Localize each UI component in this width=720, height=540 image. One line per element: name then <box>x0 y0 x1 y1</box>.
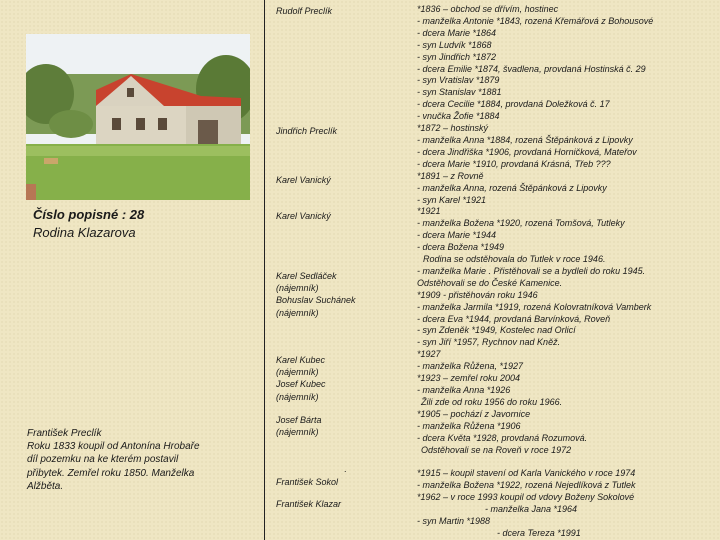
record-line: *1915 – koupil stavení od Karla Vanického v roce 1974 <box>417 468 636 479</box>
history-line: František Preclík <box>27 428 102 439</box>
record-line: - dcera Květa *1928, provdaná Rozumová. <box>417 432 588 443</box>
record-line: - dcera Eva *1944, provdaná Barvínková, Roveň <box>417 313 611 324</box>
owner-name: František Sokol <box>276 477 339 487</box>
history-line: díl pozemku na ke kterém postavil <box>27 454 179 466</box>
record-line: *1872 – hostinský <box>417 123 489 134</box>
record-line: - dcera Božena *1949 <box>417 242 505 253</box>
record-line: - syn Karel *1921 <box>417 194 487 205</box>
record-line: Odstěhovali se na Roveň v roce 1972 <box>421 444 572 455</box>
record-line: - manželka Anna, rozená Štěpánková z Lipovky <box>417 182 607 193</box>
record-line: - dcera Marie *1910, provdaná Krásná, Třeb ??? <box>417 158 611 169</box>
house-photo <box>26 34 250 200</box>
owner-name: František Klazar <box>276 499 342 509</box>
owner-block <box>276 5 332 17</box>
record-line: - dcera Jindřiška *1906, provdaná Horničková, Mateřov <box>417 146 637 157</box>
record-line: - dcera Marie *1864 <box>417 27 497 38</box>
record-line: *1923 – zemřel roku 2004 <box>417 373 521 384</box>
record-line: - vnučka Žofie *1884 <box>417 111 500 122</box>
owner-name: Karel Vanický <box>276 175 331 185</box>
record-line: - manželka Jana *1964 <box>485 504 578 515</box>
owner-name: Karel Sedláček <box>276 271 337 281</box>
owner-block <box>276 174 331 186</box>
owner-block <box>276 125 337 137</box>
record-line: Žili zde od roku 1956 do roku 1966. <box>421 396 563 407</box>
owner-block <box>276 498 341 510</box>
record-line: *1905 – pochází z Javornice <box>417 408 531 419</box>
record-line: *1921 <box>417 206 441 217</box>
owner-name: Josef Bárta <box>276 415 322 425</box>
history-note <box>27 427 252 493</box>
owner-name: Karel Vanický <box>276 211 331 221</box>
owner-role: (nájemník) <box>276 283 319 294</box>
record-line: - manželka Božena *1920, rozená Tomšová, Tutleky <box>417 218 625 229</box>
stray-mark: . <box>344 464 347 474</box>
record-line: - manželka Božena *1922, rozená Nejedlíková z Tutlek <box>417 480 636 491</box>
family-name: Rodina Klazarova <box>33 225 136 240</box>
column-divider <box>264 0 265 540</box>
owner-block <box>276 476 338 488</box>
owner-name: Bohuslav Suchánek <box>276 295 356 306</box>
owner-name: Rudolf Preclík <box>276 6 333 16</box>
record-line: - dcera Emilie *1874, švadlena, provdaná Hostinská č. 29 <box>417 63 646 74</box>
record-line: - manželka Anna *1926 <box>417 385 511 395</box>
record-line: *1927 <box>417 349 441 360</box>
owner-block <box>276 210 331 222</box>
record-line: - manželka Růžena, *1927 <box>417 361 524 372</box>
owner-block <box>276 354 326 403</box>
record-spacer <box>417 456 717 468</box>
record-line: - syn Jiří *1957, Rychnov nad Kněž. <box>417 337 561 348</box>
house-photo-drawing <box>26 34 250 200</box>
record-line: - syn Vratislav *1879 <box>417 75 500 86</box>
record-line: - syn Zdeněk *1949, Kostelec nad Orlicí <box>417 325 576 336</box>
history-line: Roku 1833 koupil od Antonína Hrobaře <box>27 441 200 453</box>
record-line: - dcera Tereza *1991 <box>497 527 581 538</box>
owner-role: (nájemník) <box>276 391 319 402</box>
owner-block <box>276 270 356 319</box>
owner-name: Jindřich Preclík <box>276 126 338 136</box>
record-line: *1909 - přistěhován roku 1946 <box>417 289 538 300</box>
owner-block <box>276 414 322 438</box>
record-line: - manželka Marie . Přistěhovali se a bydleli do roku 1945. <box>417 265 646 276</box>
history-line: Alžběta. <box>27 480 64 492</box>
record-line: - syn Stanislav *1881 <box>417 87 502 98</box>
record-line: *1962 – v roce 1993 koupil od vdovy Boženy Sokolové <box>417 492 635 503</box>
owner-name: Josef Kubec <box>276 379 326 390</box>
owner-role: (nájemník) <box>276 307 319 318</box>
record-line: - manželka Jarmila *1919, rozená Kolovratníková Vamberk <box>417 301 652 312</box>
record-line: - manželka Anna *1884, rozená Štěpánková z Lipovky <box>417 134 633 145</box>
record-line: - syn Ludvík *1868 <box>417 39 492 50</box>
record-line: - manželka Antonie *1843, rozená Křemářová z Bohousové <box>417 15 654 26</box>
house-number: Číslo popisné : 28 <box>33 207 145 222</box>
owner-role: (nájemník) <box>276 427 319 438</box>
owner-name: Karel Kubec <box>276 355 326 365</box>
record-line: - dcera Cecilie *1884, provdaná Doležková č. 17 <box>417 99 610 110</box>
record-line: - manželka Růžena *1906 <box>417 420 521 431</box>
family-records <box>417 0 717 540</box>
record-line: Odstěhovali se do České Kamenice. <box>417 277 563 288</box>
owner-role: (nájemník) <box>276 367 319 378</box>
record-line: *1891 – z Rovně <box>417 170 484 181</box>
record-line: - syn Jindřich *1872 <box>417 51 497 62</box>
record-line: *1836 – obchod se dřívím, hostinec <box>417 4 559 14</box>
history-line: přibytek. Zemřel roku 1850. Manželka <box>27 467 195 479</box>
house-heading <box>33 206 144 242</box>
record-line: Rodina se odstěhovala do Tutlek v roce 1946. <box>423 254 606 265</box>
record-line: - syn Martin *1988 <box>417 515 491 526</box>
record-line: - dcera Marie *1944 <box>417 230 497 241</box>
